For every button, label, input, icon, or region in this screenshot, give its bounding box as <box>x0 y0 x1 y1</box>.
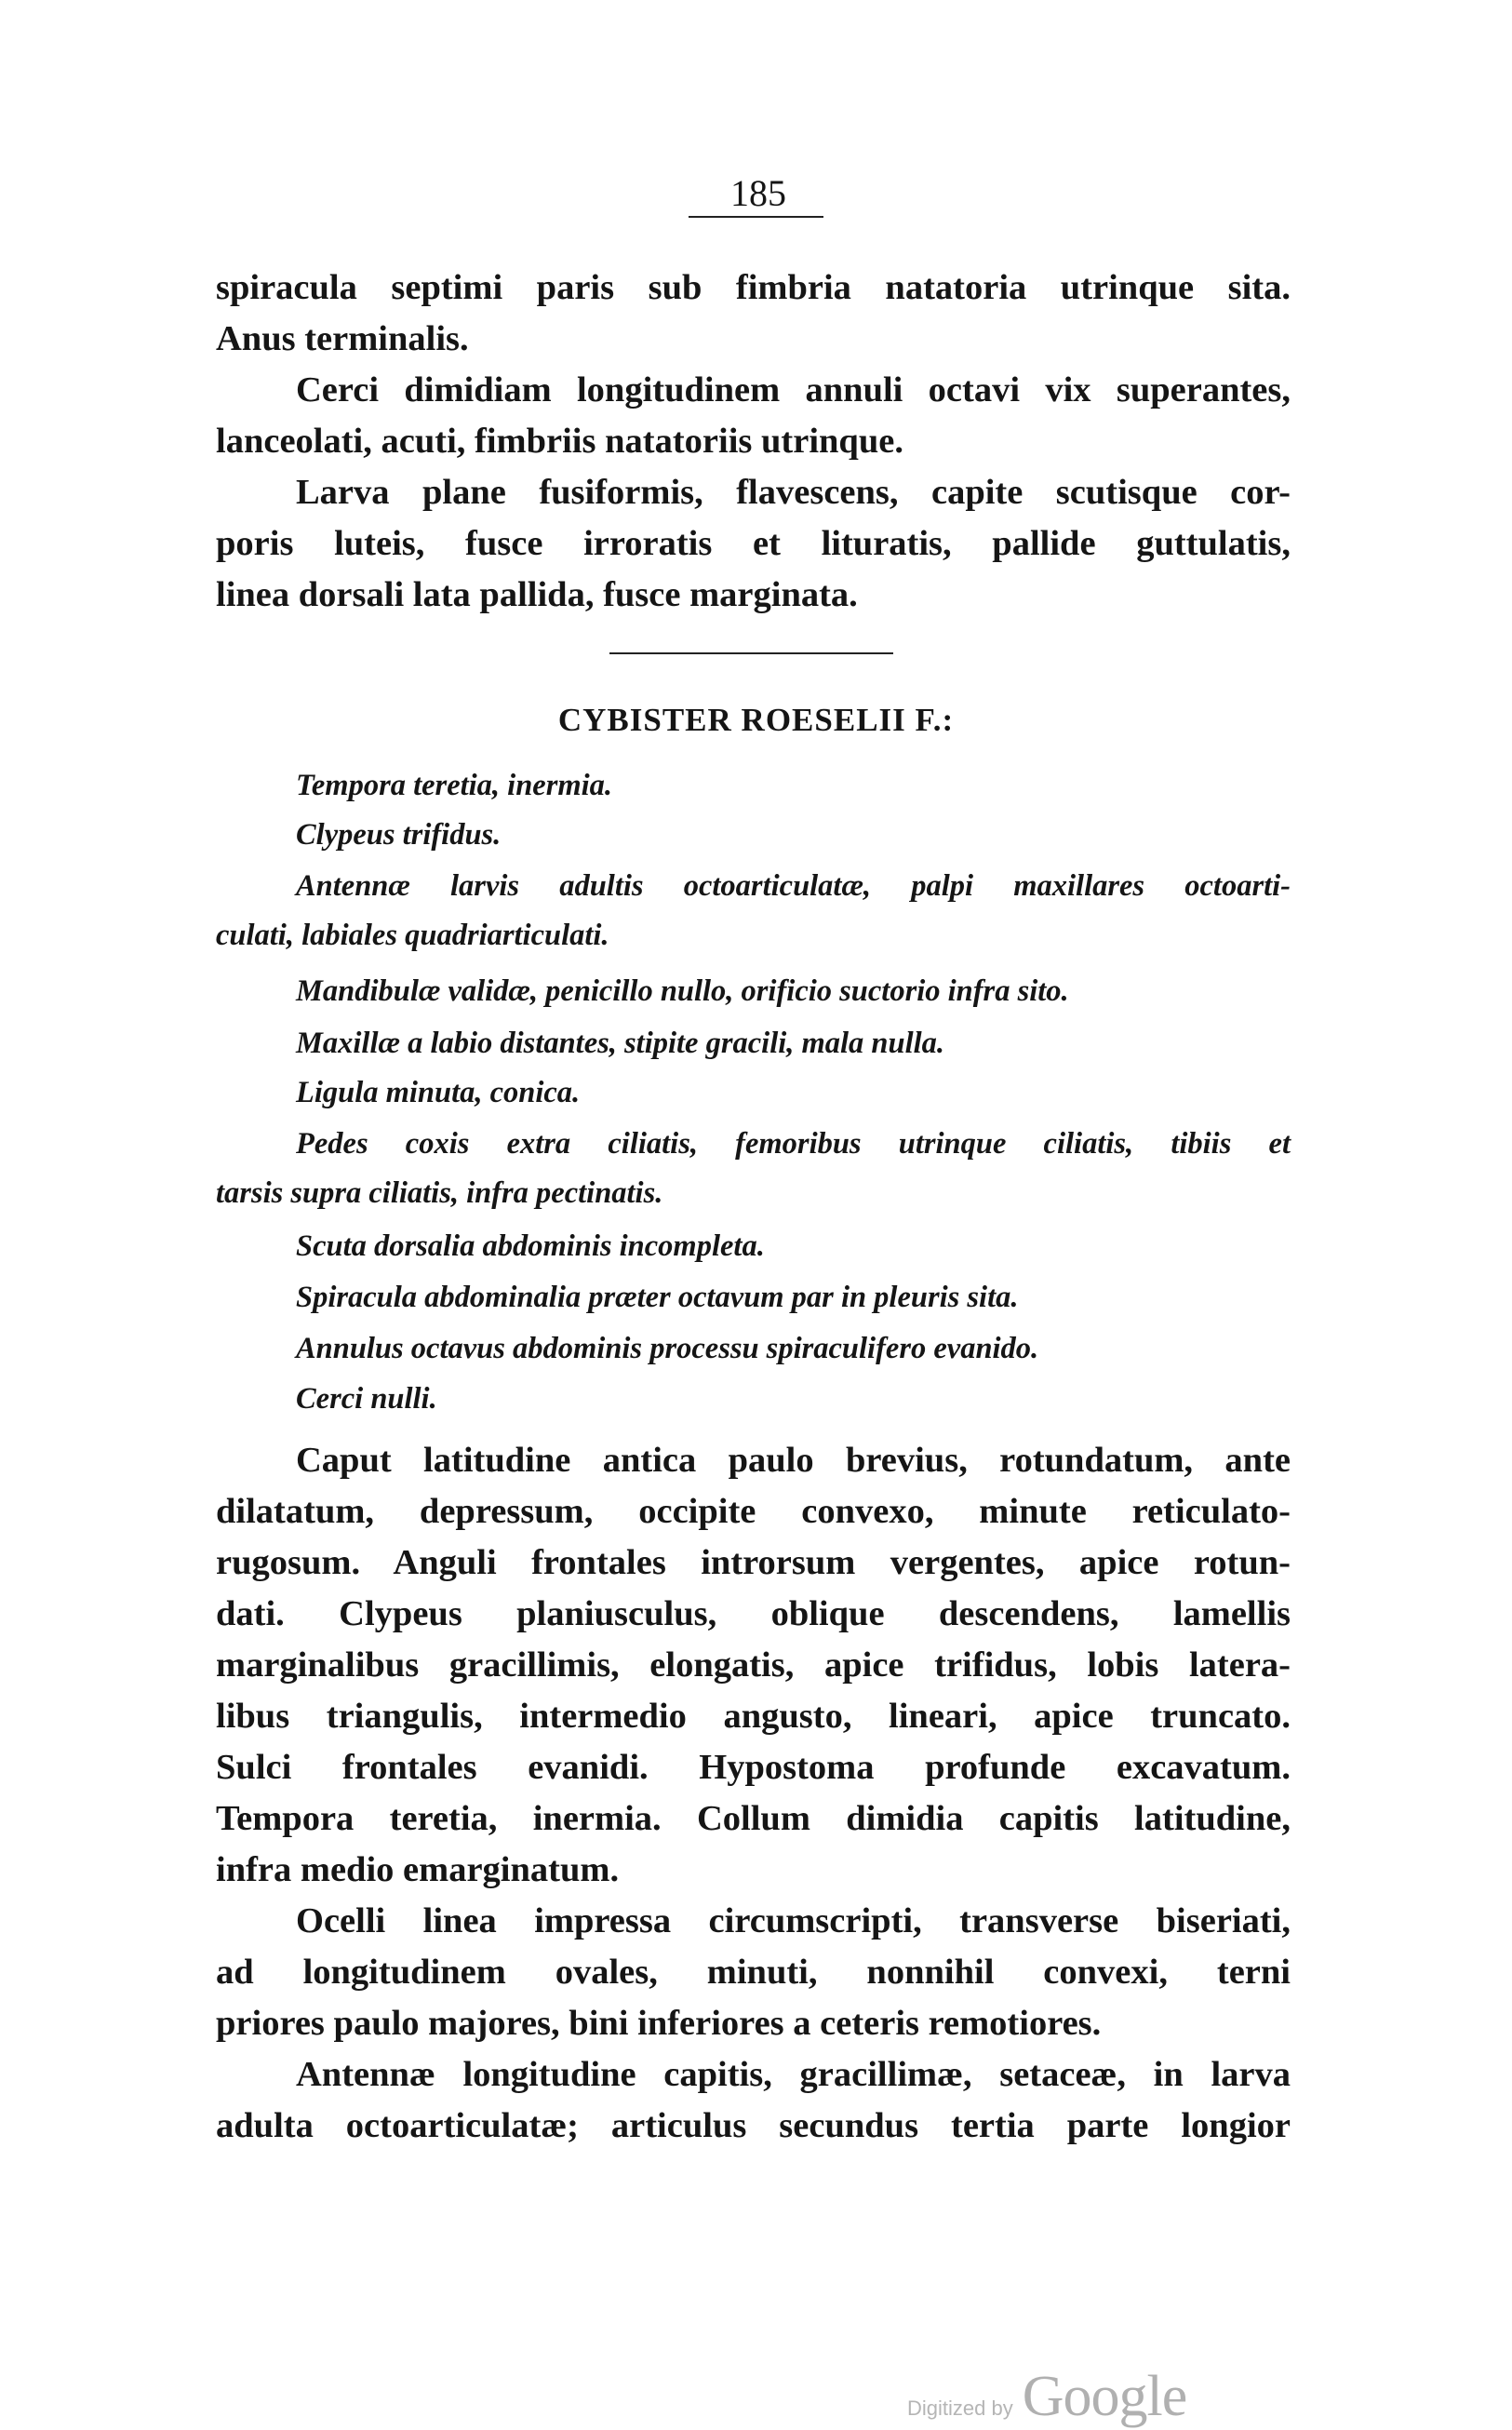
diagnosis-line: Clypeus trifidus. <box>296 818 502 852</box>
species-heading: CYBISTER ROESELII F.: <box>557 702 955 738</box>
body-line: Antennæ longitudine capitis, gracillimæ, setaceæ, in larva <box>296 2055 1291 2094</box>
digitized-watermark <box>907 2364 1335 2428</box>
body-line: adulta octoarticulatæ; articulus secundus tertia parte longior <box>216 2106 1291 2145</box>
intro-line: linea dorsali lata pallida, fusce marginata. <box>216 575 858 614</box>
intro-line: Larva plane fusiformis, flavescens, capite scutisque cor- <box>296 473 1291 512</box>
page-number: 185 <box>730 172 786 214</box>
intro-line: lanceolati, acuti, fimbriis natatoriis utrinque. <box>216 422 903 461</box>
body-line: ad longitudinem ovales, minuti, nonnihil convexi, terni <box>216 1953 1291 1992</box>
google-logo: Google <box>1022 2365 1187 2428</box>
diagnosis-line: Pedes coxis extra ciliatis, femoribus utrinque ciliatis, tibiis et <box>296 1127 1291 1161</box>
intro-line: poris luteis, fusce irroratis et lituratis, pallide guttulatis, <box>216 524 1291 563</box>
diagnosis-line: Scuta dorsalia abdominis incompleta. <box>296 1229 765 1263</box>
body-line: Caput latitudine antica paulo brevius, rotundatum, ante <box>296 1441 1291 1480</box>
body-line: Sulci frontales evanidi. Hypostoma profunde excavatum. <box>216 1748 1291 1787</box>
diagnosis-line: Ligula minuta, conica. <box>296 1076 581 1109</box>
body-line: Ocelli linea impressa circumscripti, transverse biseriati, <box>296 1901 1291 1940</box>
body-line: dilatatum, depressum, occipite convexo, minute reticulato- <box>216 1492 1291 1531</box>
body-line: libus triangulis, intermedio angusto, lineari, apice truncato. <box>216 1697 1291 1736</box>
diagnosis-line: Spiracula abdominalia præter octavum par in pleuris sita. <box>296 1281 1019 1314</box>
diagnosis-line: Cerci nulli. <box>296 1382 437 1416</box>
intro-line: Anus terminalis. <box>216 319 469 358</box>
diagnosis-line: Maxillæ a labio distantes, stipite gracili, mala nulla. <box>296 1027 945 1060</box>
diagnosis-line: Tempora teretia, inermia. <box>296 769 613 802</box>
diagnosis-line: culati, labiales quadriarticulati. <box>216 919 609 952</box>
body-line: dati. Clypeus planiusculus, oblique descendens, lamellis <box>216 1594 1291 1633</box>
diagnosis-line: Antennæ larvis adultis octoarticulatæ, palpi maxillares octoarti- <box>296 869 1291 903</box>
section-rule <box>609 652 893 654</box>
body-line: Tempora teretia, inermia. Collum dimidia capitis latitudine, <box>216 1799 1291 1838</box>
body-line: infra medio emarginatum. <box>216 1850 620 1889</box>
diagnosis-line: tarsis supra ciliatis, infra pectinatis. <box>216 1176 663 1210</box>
diagnosis-line: Mandibulæ validæ, penicillo nullo, orificio suctorio infra sito. <box>296 974 1069 1008</box>
intro-line: spiracula septimi paris sub fimbria natatoria utrinque sita. <box>216 268 1291 307</box>
body-line: priores paulo majores, bini inferiores a ceteris remotiores. <box>216 2004 1102 2043</box>
body-line: rugosum. Anguli frontales introrsum vergentes, apice rotun- <box>216 1543 1291 1582</box>
page-number-rule <box>689 216 823 218</box>
body-line: marginalibus gracillimis, elongatis, apice trifidus, lobis latera- <box>216 1645 1291 1685</box>
intro-line: Cerci dimidiam longitudinem annuli octavi vix superantes, <box>296 370 1291 409</box>
watermark-text: Digitized by <box>907 2396 1013 2420</box>
diagnosis-line: Annulus octavus abdominis processu spiraculifero evanido. <box>296 1332 1039 1365</box>
